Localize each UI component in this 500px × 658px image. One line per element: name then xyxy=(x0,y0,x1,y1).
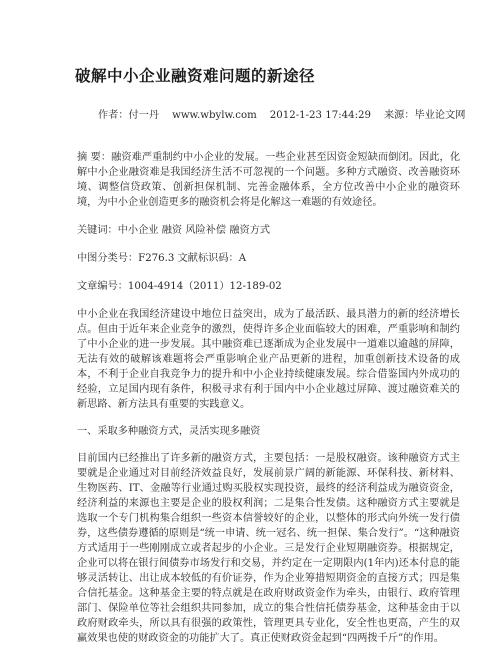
publish-datetime: 2012-1-23 17:44:29 xyxy=(269,110,372,121)
section-heading: 一、采取多种融资方式，灵活实现多融资 xyxy=(77,426,261,437)
abstract: 摘 要：融资难严重制约中小企业的发展。一些企业甚至因资金短缺而倒闭。因此，化解中小企业融资难是我国经济生活不可忽视的一个问题。多种方式融资、改善融资环境、调整信贷政策、创新担保机制、完善金融体系，全方位改善中小企业的融资环境，为中小企业创造更多的融资机会将是化解这一难题的有效途径。 xyxy=(77,152,460,208)
keywords: 关键词：中小企业 融资 风险补偿 融资方式 xyxy=(77,225,271,236)
site-url[interactable]: www.wbylw.com xyxy=(172,110,257,121)
article-title: 破解中小企业融资难问题的新途径 xyxy=(75,67,316,85)
classification-number: 中图分类号：F276.3 文献标识码：A xyxy=(77,253,247,264)
source: 来源：毕业论文网 xyxy=(383,110,466,121)
author: 作者：付一丹 xyxy=(98,110,160,121)
article-number: 文章编号：1004-4914（2011）12-189-02 xyxy=(77,281,282,292)
article-meta xyxy=(77,108,466,123)
intro-paragraph: 中小企业在我国经济建设中地位日益突出，成为了最活跃、最具潜力的新的经济增长点。但由于近年来企业竞争的激烈，使得许多企业面临较大的困难，严重影响和制约了中小企业的进一步发展。其中融资难已逐渐成为企业发展中一道难以逾越的屏障，无法有效的破解该难题将会严重影响企业产品更新的进程，加重创新技术设备的成本，不利于企业自我竞争力的提升和中小企业持续健康发展。综合借鉴国内外成功的经验，立足国内现有条件，积极寻求有利于国内中小企业越过屏障、渡过融资难关的新思路、新方法具有重要的实践意义。 xyxy=(77,309,460,410)
section-body: 目前国内已经推出了许多新的融资方式，主要包括：一是股权融资。该种融资方式主要就是企业通过对目前经济效益良好，发展前景广阔的新能源、环保科技、新材料、生物医药、IT、金融等行业通过购买股权实现投资，最终的经济利益成为融资资金，经济利益的来源也主要是企业的股权利润；二是集合性发债。这种融资方式主要就是选取一个专门机构集合组织一些资本信誉较好的企业，以整体的形式向外统一发行债券，这些债券遵循的原则是“统一申请、统一冠名、统一担保、集合发行”。“这种融资方式适用于一些刚刚成立或者起步的小企业。三是发行企业短期融资券。根据规定，企业可以将在银行间债券市场发行和交易，并约定在一定期限内(1年内)还本付息的能够灵活转让、出让成本较低的有价证券，作为企业筹措短期资金的直接方式；四是集合信托基金。这种基金主要的特点就是在政府财政资金作为牵头，由银行、政府管理部门、保险单位等社会组织共同参加，成立的集合性信托债券基金，这种基金由于以政府财政牵头，所以具有很强的政策性，管理更具专业化，安全性也更高，产生的双赢效果也使的财政资金的功能扩大了。真正使财政资金起到“四两拨千斤”的作用。 xyxy=(77,453,460,644)
